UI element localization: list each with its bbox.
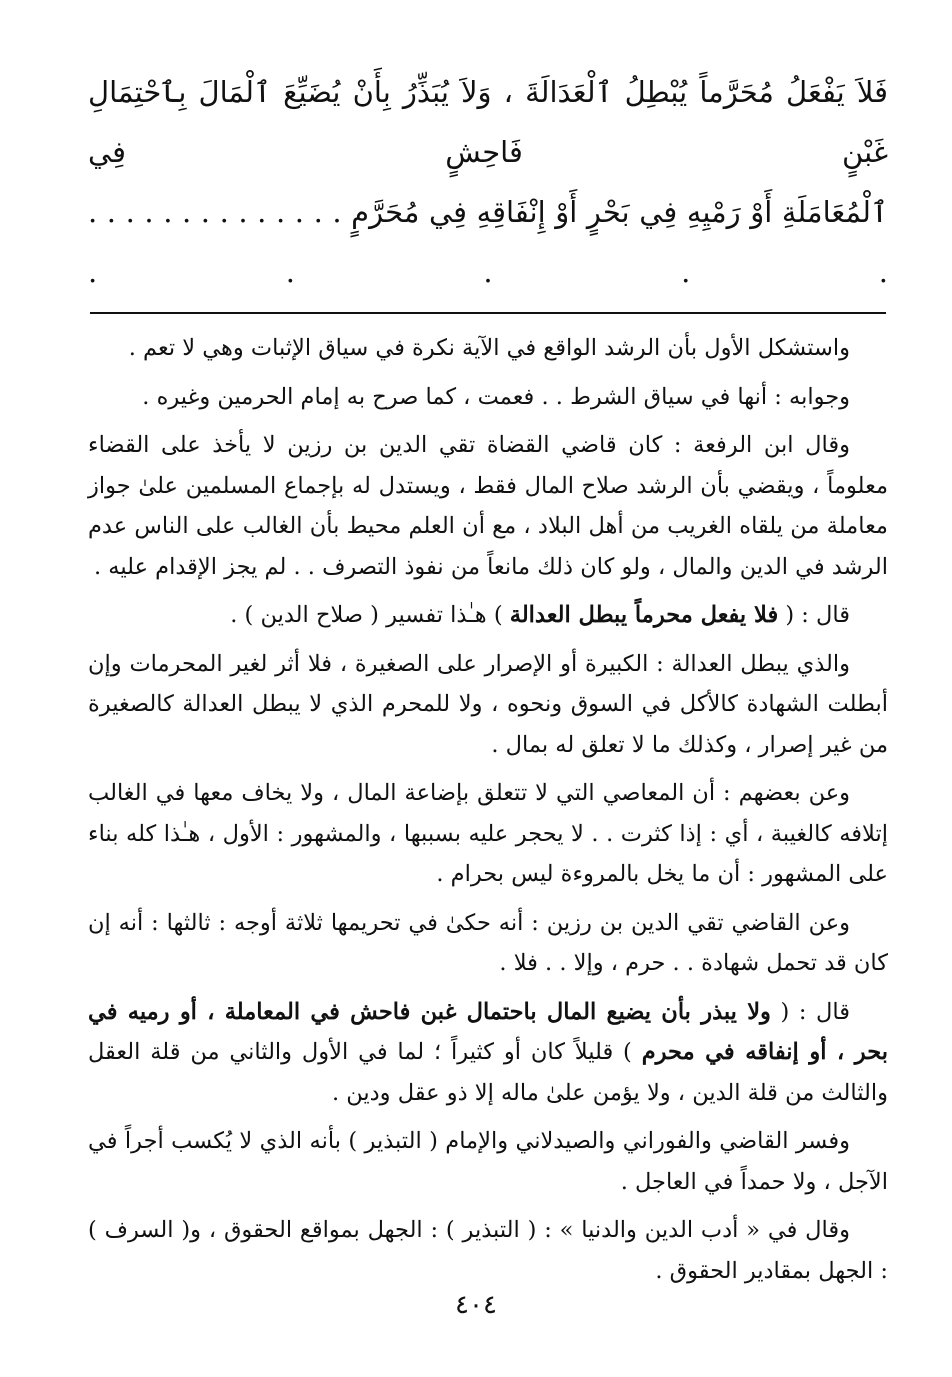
commentary-paragraph-2: وجوابه : أنها في سياق الشرط . . فعمت ، كما صرح به إمام الحرمين وغيره . (142, 383, 850, 410)
quote-close-text: ) هـٰذا تفسير ( صلاح الدين ) . (230, 602, 510, 628)
matn-line-2: ٱلْمُعَامَلَةِ أَوْ رَمْيِهِ فِي بَحْرٍ أَوْ إِنْفَاقِهِ فِي مُحَرَّمٍ . . . . . . . . . . . . . . . . . . . (88, 195, 888, 289)
quoted-matn: فلا يفعل محرماً يبطل العدالة (509, 602, 779, 628)
commentary-paragraph-8 (88, 992, 888, 1114)
quote-open: قال : ( (770, 998, 850, 1025)
matn-line-1: فَلاَ يَفْعَلُ مُحَرَّماً يُبْطِلُ ٱلْعَدَالَةَ ، وَلاَ يُبَذِّرُ بِأَنْ يُضَيِّعَ ٱلْمَالَ بِٱحْتِمَالِ غَبْنٍ فَاحِشٍ فِي (88, 75, 888, 169)
quoted-matn: ولا يبذر بأن يضيع المال باحتمال غبن فاحش في المعاملة ، أو رميه في بحر ، أو إنفاقه في محرم (88, 998, 888, 1065)
commentary-block (88, 328, 888, 1291)
commentary-paragraph-3: وقال ابن الرفعة : كان قاضي القضاة تقي الدين بن رزين لا يأخذ على القضاء معلوماً ، ويقضي بأن الرشد صلاح المال فقط ، ويستدل له بإجماع المسلمين علىٰ جواز معاملة من يلقاه الغريب من أهل البلاد ، مع أن العلم محيط بأن الغالب على الناس عدم الرشد في الدين والمال ، ولو كان ذلك مانعاً من نفوذ التصرف . . لم يجز الإقدام عليه . (88, 432, 888, 580)
separator-rule (90, 312, 886, 314)
commentary-paragraph-9: وفسر القاضي والفوراني والصيدلاني والإمام ( التبذير ) بأنه الذي لا يُكسب أجراً في الآجل ، ولا حمداً في العاجل . (88, 1128, 888, 1195)
quote-close-text: ) قليلاً كان أو كثيراً ؛ لما في الأول والثاني من قلة العقل والثالث من قلة الدين ، ولا يؤمن علىٰ ماله إلا ذو عقل ودين . (88, 1039, 888, 1106)
commentary-paragraph-4 (88, 595, 888, 636)
page-body (88, 62, 888, 1299)
quote-open: قال : ( (778, 602, 850, 628)
matn-block (88, 62, 888, 302)
commentary-paragraph-7: وعن القاضي تقي الدين بن رزين : أنه حكىٰ في تحريمها ثلاثة أوجه : ثالثها : أنه إن كان قد تحمل شهادة . . حرم ، وإلا . . فلا . (88, 909, 888, 976)
commentary-paragraph-10: وقال في « أدب الدين والدنيا » : ( التبذير ) : الجهل بمواقع الحقوق ، و( السرف ) : الجهل بمقادير الحقوق . (88, 1217, 888, 1284)
page-number: ٤٠٤ (455, 1290, 497, 1320)
commentary-paragraph-6: وعن بعضهم : أن المعاصي التي لا تتعلق بإضاعة المال ، ولا يخاف معها في الغالب إتلافه كالغيبة ، أي : إذا كثرت . . لا يحجر عليه بسببها ، والمشهور : الأول ، هـٰذا كله بناء على المشهور : أن ما يخل بالمروءة ليس بحرام . (88, 780, 888, 887)
commentary-paragraph-5: والذي يبطل العدالة : الكبيرة أو الإصرار على الصغيرة ، فلا أثر لغير المحرمات وإن أبطلت الشهادة كالأكل في السوق ونحوه ، ولا للمحرم الذي لا يبطل العدالة كالصغيرة من غير إصرار ، وكذلك ما لا تعلق له بمال . (88, 650, 888, 758)
commentary-paragraph-1: واستشكل الأول بأن الرشد الواقع في الآية نكرة في سياق الإثبات وهي لا تعم . (128, 335, 850, 361)
